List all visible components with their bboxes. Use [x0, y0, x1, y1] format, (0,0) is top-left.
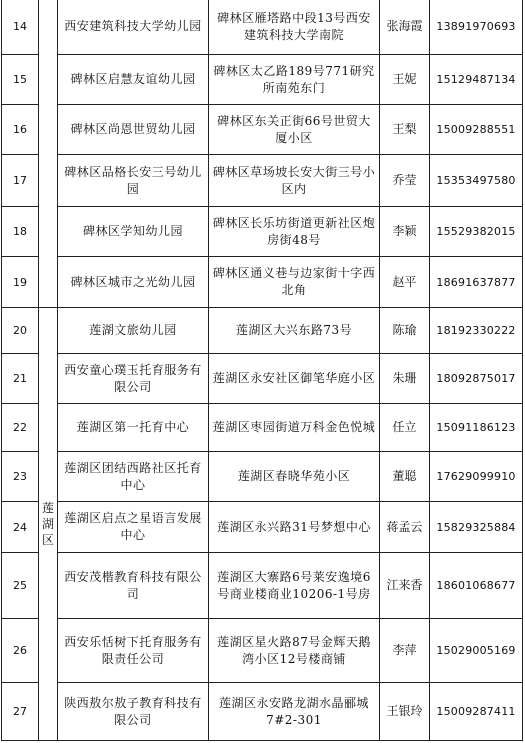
institution-address: 莲湖区春晓华苑小区: [209, 452, 380, 502]
contact-phone: 18691637877: [430, 257, 523, 308]
contact-person: 李萍: [380, 619, 430, 683]
contact-person: 王银玲: [380, 683, 430, 741]
row-number: 23: [2, 452, 39, 502]
table-row: [2, 308, 523, 354]
institution-address: 莲湖区永安路龙湖水晶郦城7#2-301: [209, 683, 380, 741]
district-cell-beilin: [39, 0, 58, 308]
institution-address: 碑林区东关正街66号世贸大厦小区: [209, 105, 380, 155]
kindergarten-table: [1, 0, 523, 741]
table-body: [2, 0, 523, 741]
row-number: 22: [2, 404, 39, 452]
table-row: [2, 0, 523, 55]
institution-name: 莲湖区启点之星语言发展中心: [58, 502, 209, 553]
table-row: [2, 354, 523, 404]
row-number: 19: [2, 257, 39, 308]
institution-name: 碑林区品格长安三号幼儿园: [58, 155, 209, 207]
institution-address: 莲湖区星火路87号金辉天鹅湾小区12号楼商铺: [209, 619, 380, 683]
institution-address: 碑林区雁塔路中段13号西安建筑科技大学南院: [209, 0, 380, 55]
contact-person: 张海霞: [380, 0, 430, 55]
institution-address: 碑林区太乙路189号771研究所南苑东门: [209, 55, 380, 105]
contact-phone: 15009287411: [430, 683, 523, 741]
contact-person: 乔莹: [380, 155, 430, 207]
table-row: [2, 55, 523, 105]
institution-address: 碑林区通义巷与边家街十字西北角: [209, 257, 380, 308]
contact-person: 陈瑜: [380, 308, 430, 354]
contact-phone: 18601068677: [430, 553, 523, 619]
institution-name: 西安童心璞玉托育服务有限公司: [58, 354, 209, 404]
district-label: 莲湖区: [41, 501, 54, 547]
institution-name: 碑林区启慧友谊幼儿园: [58, 55, 209, 105]
contact-phone: 15129487134: [430, 55, 523, 105]
contact-person: 任立: [380, 404, 430, 452]
institution-name: 西安建筑科技大学幼儿园: [58, 0, 209, 55]
table-row: [2, 155, 523, 207]
table-row: [2, 553, 523, 619]
row-number: 14: [2, 0, 39, 55]
institution-name: 莲湖文旅幼儿园: [58, 308, 209, 354]
district-cell-lianhu: [39, 308, 58, 741]
contact-phone: 13891970693: [430, 0, 523, 55]
row-number: 18: [2, 207, 39, 257]
contact-phone: 18192330222: [430, 308, 523, 354]
institution-address: 莲湖区枣园街道万科金色悦城: [209, 404, 380, 452]
contact-person: 李颖: [380, 207, 430, 257]
row-number: 16: [2, 105, 39, 155]
row-number: 21: [2, 354, 39, 404]
contact-person: 赵平: [380, 257, 430, 308]
contact-person: 江来香: [380, 553, 430, 619]
contact-person: 蒋孟云: [380, 502, 430, 553]
table-row: [2, 404, 523, 452]
institution-address: 莲湖区大寨路6号莱安逸境6号商业楼商业10206-1号房: [209, 553, 380, 619]
institution-name: 西安茂楷教育科技有限公司: [58, 553, 209, 619]
institution-name: 碑林区尚恩世贸幼儿园: [58, 105, 209, 155]
institution-address: 莲湖区永安社区御笔华庭小区: [209, 354, 380, 404]
contact-phone: 15829325884: [430, 502, 523, 553]
row-number: 15: [2, 55, 39, 105]
institution-name: 西安乐恬树下托育服务有限责任公司: [58, 619, 209, 683]
contact-person: 朱珊: [380, 354, 430, 404]
table-row: [2, 207, 523, 257]
contact-person: 董聪: [380, 452, 430, 502]
table-row: [2, 452, 523, 502]
row-number: 27: [2, 683, 39, 741]
institution-name: 莲湖区第一托育中心: [58, 404, 209, 452]
row-number: 24: [2, 502, 39, 553]
institution-name: 碑林区城市之光幼儿园: [58, 257, 209, 308]
row-number: 17: [2, 155, 39, 207]
row-number: 20: [2, 308, 39, 354]
institution-name: 碑林区学知幼儿园: [58, 207, 209, 257]
institution-address: 碑林区长乐坊街道更新社区炮房街48号: [209, 207, 380, 257]
row-number: 25: [2, 553, 39, 619]
contact-phone: 15029005169: [430, 619, 523, 683]
table-row: [2, 257, 523, 308]
institution-address: 莲湖区大兴东路73号: [209, 308, 380, 354]
institution-name: 陕西敖尔敖子教育科技有限公司: [58, 683, 209, 741]
institution-address: 碑林区草场坡长安大街三号小区内: [209, 155, 380, 207]
table-row: [2, 502, 523, 553]
table-row: [2, 105, 523, 155]
contact-phone: 15091186123: [430, 404, 523, 452]
contact-person: 王梨: [380, 105, 430, 155]
contact-phone: 15353497580: [430, 155, 523, 207]
contact-phone: 17629099910: [430, 452, 523, 502]
institution-address: 莲湖区永兴路31号梦想中心: [209, 502, 380, 553]
table-row: [2, 683, 523, 741]
contact-phone: 18092875017: [430, 354, 523, 404]
row-number: 26: [2, 619, 39, 683]
institution-name: 莲湖区团结西路社区托育中心: [58, 452, 209, 502]
contact-phone: 15529382015: [430, 207, 523, 257]
table-row: [2, 619, 523, 683]
contact-person: 王妮: [380, 55, 430, 105]
contact-phone: 15009288551: [430, 105, 523, 155]
